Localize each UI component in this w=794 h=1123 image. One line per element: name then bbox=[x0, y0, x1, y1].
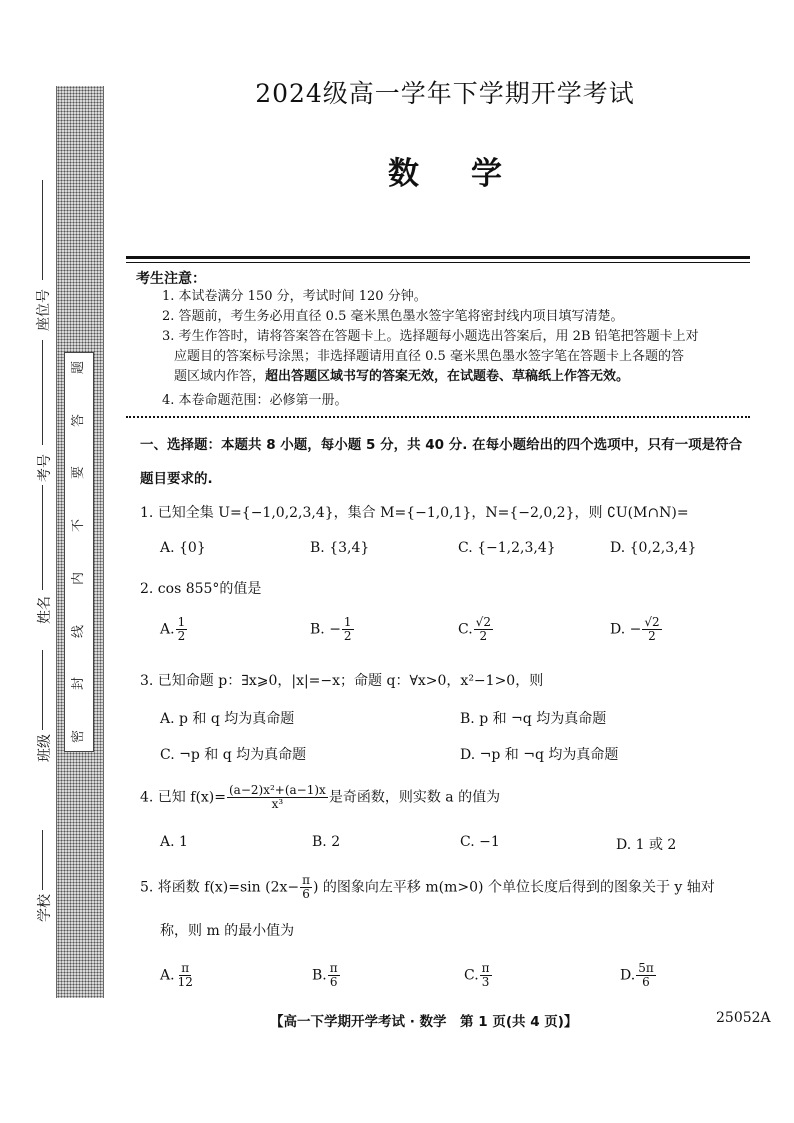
notice-item: 4. 本卷命题范围：必修第一册。 bbox=[162, 393, 348, 408]
question-1-stem: 1. 已知全集 U={−1,0,2,3,4}，集合 M={−1,0,1}，N={−2,0,2}，则 ∁U(M∩N)= bbox=[140, 505, 689, 521]
fraction-numerator: 1 bbox=[343, 615, 352, 629]
seal-char: 要 bbox=[71, 466, 87, 480]
field-school-line[interactable] bbox=[42, 830, 43, 890]
fraction-denominator: 6 bbox=[642, 975, 650, 989]
seal-char: 密 bbox=[71, 729, 87, 743]
fraction-numerator: π bbox=[481, 961, 490, 975]
fraction-numerator: π bbox=[329, 961, 338, 975]
q2-option-a[interactable] bbox=[160, 616, 188, 643]
field-seat-line[interactable] bbox=[42, 180, 43, 280]
fraction bbox=[636, 962, 656, 989]
q1-option-b[interactable]: B. {3,4} bbox=[310, 540, 370, 556]
q3-option-d[interactable]: D. ¬p 和 ¬q 均为真命题 bbox=[460, 747, 619, 763]
seal-char: 内 bbox=[71, 571, 87, 585]
notice-item-continued: 应题目的答案标号涂黑；非选择题请用直径 0.5 毫米黑色墨水签字笔在答题卡上各题的答 bbox=[174, 349, 684, 364]
fraction-numerator: 5π bbox=[638, 961, 654, 975]
section-heading-line: 一、选择题：本题共 8 小题，每小题 5 分，共 40 分. 在每小题给出的四个选项中，只有一项是符合 bbox=[140, 437, 743, 453]
fraction-numerator: (a−2)x²+(a−1)x bbox=[229, 783, 326, 797]
q1-option-c[interactable]: C. {−1,2,3,4} bbox=[458, 540, 556, 556]
page-footer: 【高一下学期开学考试 · 数学 第 1 页(共 4 页)】 bbox=[270, 1014, 578, 1030]
option-letter: C. bbox=[464, 967, 479, 984]
option-letter: D. − bbox=[610, 621, 642, 638]
fraction-denominator: 2 bbox=[177, 629, 186, 643]
option-letter: D. bbox=[620, 967, 636, 984]
fraction-numerator: π bbox=[181, 961, 190, 975]
question-5-stem bbox=[140, 874, 715, 901]
section-heading-line: 题目要求的. bbox=[140, 471, 213, 487]
q5-option-a[interactable] bbox=[160, 962, 196, 989]
question-5-stem-line2: 称，则 m 的最小值为 bbox=[160, 923, 295, 939]
notice-emphasis: 超出答题区域书写的答案无效，在试题卷、草稿纸上作答无效。 bbox=[265, 369, 630, 384]
field-name-line[interactable] bbox=[42, 485, 43, 590]
q2-option-b[interactable] bbox=[310, 616, 355, 643]
fraction bbox=[642, 616, 661, 643]
q4-stem-suffix: 是奇函数，则实数 a 的值为 bbox=[328, 789, 501, 806]
header-rule bbox=[126, 256, 750, 259]
fraction-numerator: √2 bbox=[475, 615, 491, 629]
fraction bbox=[480, 962, 492, 989]
q5-option-b[interactable] bbox=[312, 962, 341, 989]
notice-list bbox=[162, 287, 758, 411]
fraction bbox=[300, 874, 312, 901]
option-letter: B. bbox=[312, 967, 327, 984]
dotted-divider bbox=[126, 416, 750, 418]
fraction-numerator: 1 bbox=[177, 615, 186, 629]
header-rule-thin bbox=[126, 262, 750, 263]
notice-item-part: 题区域内作答， bbox=[174, 369, 266, 384]
q5-option-d[interactable] bbox=[620, 962, 657, 989]
question-3-stem: 3. 已知命题 p：∃x⩾0，|x|=−x；命题 q：∀x>0，x²−1>0，则 bbox=[140, 673, 544, 689]
notice-title: 考生注意： bbox=[136, 271, 206, 287]
section-heading bbox=[140, 428, 760, 496]
exam-subject: 数学 bbox=[388, 156, 554, 192]
fraction-denominator: 6 bbox=[302, 887, 310, 901]
exam-title: 2024级高一学年下学期开学考试 bbox=[255, 79, 635, 108]
option-letter: C. bbox=[458, 621, 473, 638]
paper-code: 25052A bbox=[716, 1010, 771, 1026]
fraction-numerator: √2 bbox=[644, 615, 660, 629]
q4-option-a[interactable]: A. 1 bbox=[160, 834, 188, 850]
field-seat-label: 座位号 bbox=[36, 289, 52, 331]
fraction-denominator: 2 bbox=[343, 629, 352, 643]
fraction bbox=[474, 616, 493, 643]
option-letter: A. bbox=[160, 621, 175, 638]
fraction bbox=[227, 784, 328, 811]
fraction-denominator: 3 bbox=[481, 975, 490, 989]
fraction-denominator: 2 bbox=[479, 629, 488, 643]
fraction bbox=[176, 616, 188, 643]
fraction bbox=[176, 962, 195, 989]
option-letter: B. − bbox=[310, 621, 341, 638]
seal-char: 不 bbox=[71, 519, 87, 533]
field-class-label: 班级 bbox=[37, 734, 53, 762]
q3-option-a[interactable]: A. p 和 q 均为真命题 bbox=[160, 711, 295, 727]
question-4-stem bbox=[140, 784, 500, 811]
q2-option-c[interactable] bbox=[458, 616, 494, 643]
fraction-denominator: x³ bbox=[271, 797, 284, 811]
fraction-denominator: 2 bbox=[648, 629, 656, 643]
fraction-denominator: 12 bbox=[177, 975, 193, 989]
q3-option-b[interactable]: B. p 和 ¬q 均为真命题 bbox=[460, 711, 607, 727]
fraction-denominator: 6 bbox=[329, 975, 338, 989]
field-exam-number-line[interactable] bbox=[42, 340, 43, 445]
q4-option-d[interactable]: D. 1 或 2 bbox=[616, 837, 677, 853]
question-2-stem: 2. cos 855°的值是 bbox=[140, 581, 262, 597]
q5-option-c[interactable] bbox=[464, 962, 493, 989]
option-letter: A. bbox=[160, 967, 175, 984]
q5-stem-suffix: ) 的图象向左平移 m(m>0) 个单位长度后得到的图象关于 y 轴对 bbox=[313, 879, 715, 896]
notice-item: 1. 本试卷满分 150 分，考试时间 120 分钟。 bbox=[162, 289, 427, 304]
field-name-label: 姓名 bbox=[37, 596, 53, 624]
q5-stem-prefix: 5. 将函数 f(x)=sin (2x− bbox=[140, 879, 300, 896]
q1-option-a[interactable]: A. {0} bbox=[160, 540, 206, 556]
seal-char: 线 bbox=[71, 624, 87, 638]
notice-item: 2. 答题前，考生务必用直径 0.5 毫米黑色墨水签字笔将密封线内项目填写清楚。 bbox=[162, 309, 624, 324]
seal-char: 题 bbox=[71, 360, 87, 375]
q2-option-d[interactable] bbox=[610, 616, 663, 643]
seal-char: 答 bbox=[71, 413, 87, 427]
q1-option-d[interactable]: D. {0,2,3,4} bbox=[610, 540, 697, 556]
seal-line-notice bbox=[64, 352, 94, 752]
q4-stem-prefix: 4. 已知 f(x)= bbox=[140, 789, 226, 806]
q4-option-c[interactable]: C. −1 bbox=[460, 834, 500, 850]
fraction bbox=[328, 962, 340, 989]
fraction bbox=[342, 616, 354, 643]
field-exam-number-label: 考号 bbox=[37, 454, 53, 482]
q3-option-c[interactable]: C. ¬p 和 q 均为真命题 bbox=[160, 747, 307, 763]
fraction-numerator: π bbox=[302, 873, 311, 887]
seal-char: 封 bbox=[71, 677, 87, 691]
q4-option-b[interactable]: B. 2 bbox=[312, 834, 341, 850]
notice-item: 3. 考生作答时，请将答案答在答题卡上。选择题每小题选出答案后，用 2B 铅笔把答题卡上对 bbox=[162, 329, 699, 344]
field-school-label: 学校 bbox=[37, 894, 53, 922]
field-class-line[interactable] bbox=[42, 650, 43, 730]
notice-item-continued bbox=[162, 367, 758, 387]
